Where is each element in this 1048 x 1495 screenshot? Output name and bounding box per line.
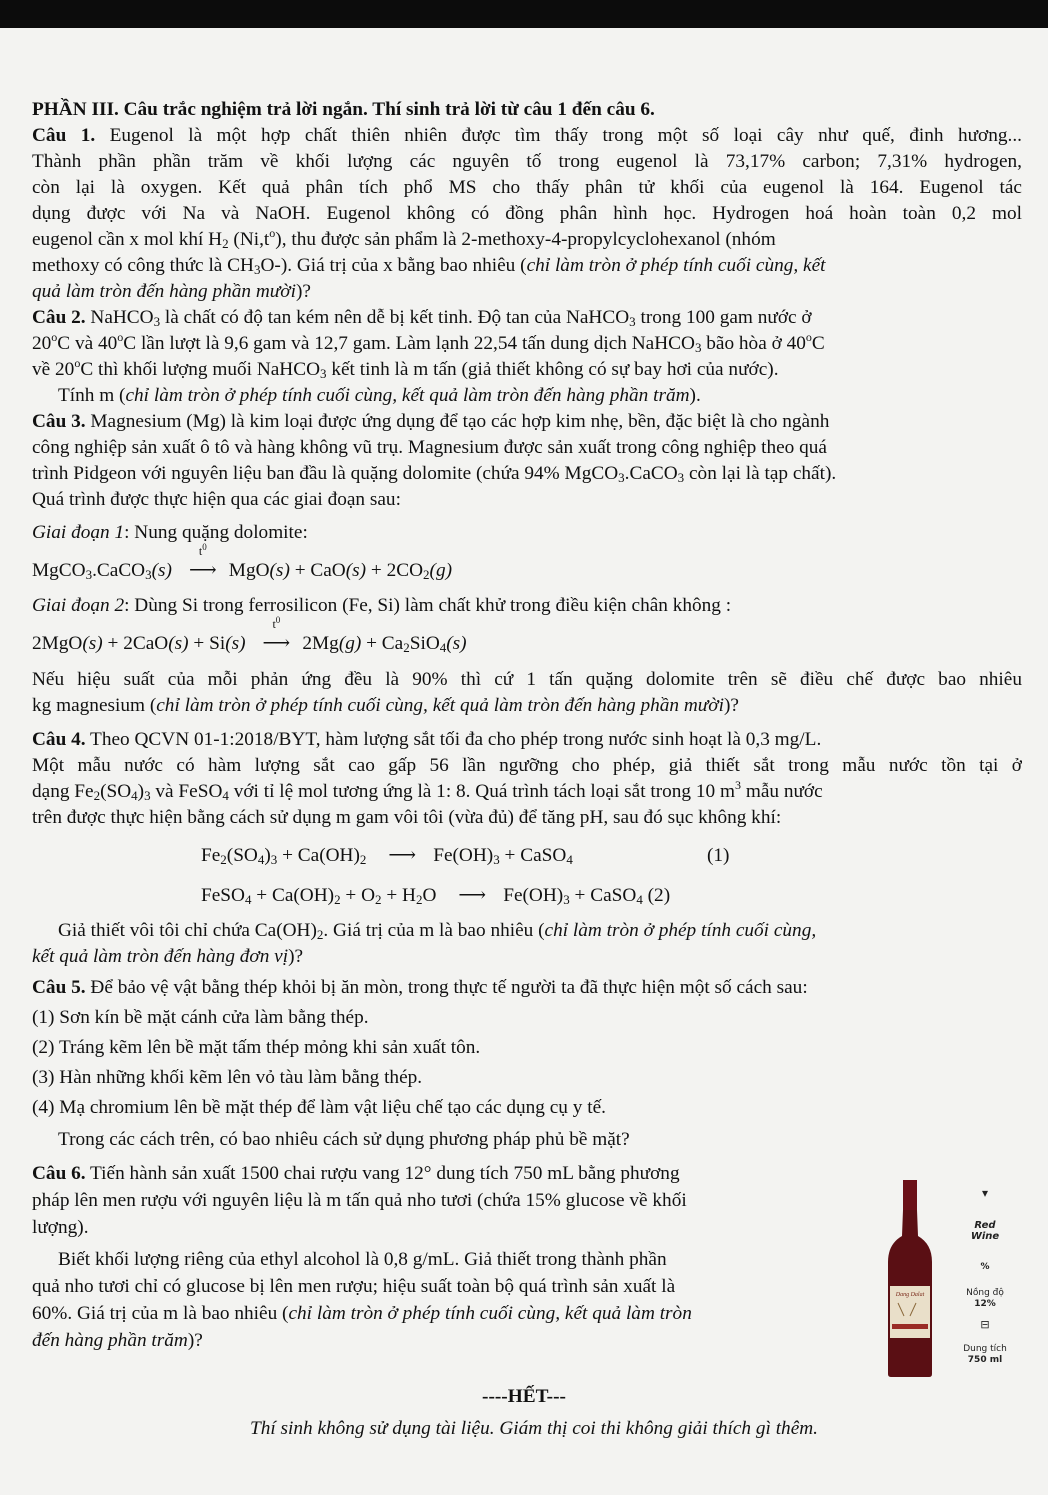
q2-label: Câu 2. (32, 307, 86, 328)
q6-line-2: pháp lên men rượu với nguyên liệu là m tấn quả nho tươi (chứa 15% glucose về khối (32, 1190, 687, 1211)
q4-line-5: Giả thiết vôi tôi chỉ chứa $Ca(OH)_2$. Giá trị của m là bao nhiêu (chỉ làm tròn ở phép tính cuối cùng, (58, 920, 817, 942)
q1-line-6: methoxy có công thức là $CH_3O-$). Giá trị của x bằng bao nhiêu (chỉ làm tròn ở phép tính cuối cùng, kết (32, 255, 826, 277)
q3-equation-2: 2MgO(s) + 2CaO(s) + Si(s) $t^0$ ⟶ $2Mg(g) + Ca_2SiO_4(s)$ (32, 615, 467, 655)
q5-option-4: (4) Mạ chromium lên bề mặt thép để làm vật liệu chế tạo các dụng cụ y tế. (32, 1097, 606, 1118)
q6-line-1: Câu 6. Tiến hành sản xuất 1500 chai rượu vang 12° dung tích 750 mL bằng phương (32, 1163, 680, 1184)
q3-line-5: Nếu hiệu suất của mỗi phản ứng đều là 90% thì cứ 1 tấn quặng dolomite trên sẽ điều chế được bao nhiêu (32, 669, 1022, 690)
reaction-arrow: ⟶ (458, 885, 487, 906)
q4-reaction-1: $Fe_2(SO_4)_3 + Ca(OH)_2$ ⟶ $Fe(OH)_3$ + CaSO$_4$ (201, 845, 573, 867)
heat-arrow: $t^0$ ⟶ (188, 542, 217, 581)
q4-line-3: dạng $Fe_2(SO_4)_3$ và FeSO$_4$ với tỉ lệ mol tương ứng là 1: 8. Quá trình tách loại sắt trong 10 $m^3$ mẫu nước (32, 779, 823, 803)
heat-arrow: $t^0$ ⟶ (262, 615, 291, 654)
q1-line-2: Thành phần phần trăm về khối lượng các nguyên tố trong eugenol là 73,17% carbon; 7,31% hydrogen, (32, 151, 1022, 172)
q4-line-4: trên được thực hiện bằng cách sử dụng m gam vôi tôi (vừa đủ) để tăng pH, sau đó sục không khí: (32, 807, 782, 828)
section-heading: PHẦN III. Câu trắc nghiệm trả lời ngắn. Thí sinh trả lời từ câu 1 đến câu 6. (32, 99, 655, 120)
q2-line-3: về 20$^o$C thì khối lượng muối NaHCO$_3$ kết tinh là m tấn (giả thiết không có sự bay hơi của nước). (32, 357, 779, 381)
q4-reaction-1-number: (1) (707, 845, 730, 866)
q2-line-4: Tính m (chỉ làm tròn ở phép tính cuối cùng, kết quả làm tròn đến hàng phần trăm). (58, 385, 701, 406)
glass-icon: ▾ (981, 1186, 989, 1200)
q5-option-1: (1) Sơn kín bề mặt cánh cửa làm bằng thép. (32, 1007, 369, 1028)
wine-bottle-illustration: Dang Dalat ▾ Red Wine % Nồng độ 12% ⊟ Dung tích 750 ml (860, 1178, 1030, 1388)
q6-line-5: quả nho tươi chỉ có glucose bị lên men rượu; hiệu suất toàn bộ quá trình sản xuất là (32, 1276, 676, 1297)
q5-option-2: (2) Tráng kẽm lên bề mặt tấm thép mỏng khi sản xuất tôn. (32, 1037, 481, 1058)
q1-line-1: Câu 1. Eugenol là một hợp chất thiên nhiên được tìm thấy trong một số loại cây như quế, đinh hương... (32, 125, 1022, 146)
q3-label: Câu 3. (32, 411, 86, 432)
q3-line-6: kg magnesium (chỉ làm tròn ở phép tính cuối cùng, kết quả làm tròn đến hàng phần mười)? (32, 695, 739, 716)
q3-line-3: trình Pidgeon với nguyên liệu ban đầu là quặng dolomite (chứa 94% MgCO$_3$.CaCO$_3$ còn lại là tạp chất). (32, 463, 837, 485)
q2-line-2: 20$^o$C và 40$^o$C lần lượt là 9,6 gam và 12,7 gam. Làm lạnh 22,54 tấn dung dịch NaHCO$_3$ bão hòa ở 40$^o$C (32, 331, 825, 355)
q3-line-1: Câu 3. Magnesium (Mg) là kim loại được ứng dụng để tạo các hợp kim nhẹ, bền, đặc biệt là cho ngành (32, 411, 830, 432)
q3-equation-1: MgCO$_3$.CaCO$_3$(s) $t^0$ ⟶ $MgO(s) + CaO(s) + 2CO_2(g)$ (32, 542, 453, 582)
q4-line-2: Một mẫu nước có hàm lượng sắt cao gấp 56 lần ngưỡng cho phép, giả thiết sắt trong mẫu nước tồn tại ở (32, 755, 1022, 776)
q1-line-5: eugenol cần x mol khí $H_2$ $(Ni,t^o)$, thu được sản phẩm là 2-methoxy-4-propylcyclohexanol (nhóm (32, 227, 776, 251)
q6-line-7: đến hàng phần trăm)? (32, 1330, 203, 1351)
q1-label: Câu 1. (32, 125, 96, 146)
q3-line-4: Quá trình được thực hiện qua các giai đoạn sau: (32, 489, 401, 510)
q1-line-3: còn lại là oxygen. Kết quả phân tích phổ MS cho thấy phân tử khối của eugenol là 164. Eugenol tác (32, 177, 1022, 198)
q5-label: Câu 5. (32, 977, 86, 998)
q6-line-6: 60%. Giá trị của m là bao nhiêu (chỉ làm tròn ở phép tính cuối cùng, kết quả làm tròn (32, 1303, 692, 1324)
percent-icon: % (980, 1262, 990, 1272)
q5-option-3: (3) Hàn những khối kẽm lên vỏ tàu làm bằng thép. (32, 1067, 423, 1088)
q4-label: Câu 4. (32, 729, 86, 750)
reaction-arrow: ⟶ (388, 845, 417, 866)
q6-label: Câu 6. (32, 1163, 86, 1184)
q4-line-6: kết quả làm tròn đến hàng đơn vị)? (32, 946, 304, 967)
q3-stage-1: Giai đoạn 1: Nung quặng dolomite: (32, 522, 308, 543)
top-dark-bar (0, 0, 1048, 28)
bottle-label-text: Dang Dalat (895, 1292, 925, 1298)
q1-line-4: dụng được với Na và NaOH. Eugenol không có đồng phân hình học. Hydrogen hoá hoàn toàn 0,2 mol (32, 203, 1022, 224)
q4-line-1: Câu 4. Theo QCVN 01-1:2018/BYT, hàm lượng sắt tối đa cho phép trong nước sinh hoạt là 0,3 mg/L. (32, 729, 822, 750)
q4-reaction-2: FeSO$_4$ + $Ca(OH)_2 + O_2 + H_2O$ ⟶ $Fe(OH)_3$ + CaSO$_4$ (2) (201, 885, 671, 907)
end-marker: ----HẾT--- (482, 1386, 566, 1407)
volume-icon: ⊟ (980, 1318, 990, 1331)
q6-line-3: lượng). (32, 1217, 89, 1238)
q3-line-2: công nghiệp sản xuất ô tô và hàng không vũ trụ. Magnesium được sản xuất trong công nghiệp theo quá (32, 437, 827, 458)
q3-stage-2: Giai đoạn 2: Dùng Si trong ferrosilicon (Fe, Si) làm chất khử trong điều kiện chân không : (32, 595, 732, 616)
footer-note: Thí sinh không sử dụng tài liệu. Giám thị coi thi không giải thích gì thêm. (249, 1418, 819, 1439)
q2-line-1: Câu 2. NaHCO$_3$ là chất có độ tan kém nên dễ bị kết tinh. Độ tan của NaHCO$_3$ trong 100 gam nước ở (32, 307, 812, 329)
q5-line-2: Trong các cách trên, có bao nhiêu cách sử dụng phương pháp phủ bề mặt? (58, 1129, 630, 1150)
q6-line-4: Biết khối lượng riêng của ethyl alcohol là 0,8 g/mL. Giả thiết trong thành phần (58, 1249, 667, 1270)
q1-line-7: quả làm tròn đến hàng phần mười)? (32, 281, 311, 302)
wine-bottle-icon (880, 1178, 940, 1378)
q5-line-1: Câu 5. Để bảo vệ vật bằng thép khỏi bị ăn mòn, trong thực tế người ta đã thực hiện một số cách sau: (32, 977, 808, 998)
